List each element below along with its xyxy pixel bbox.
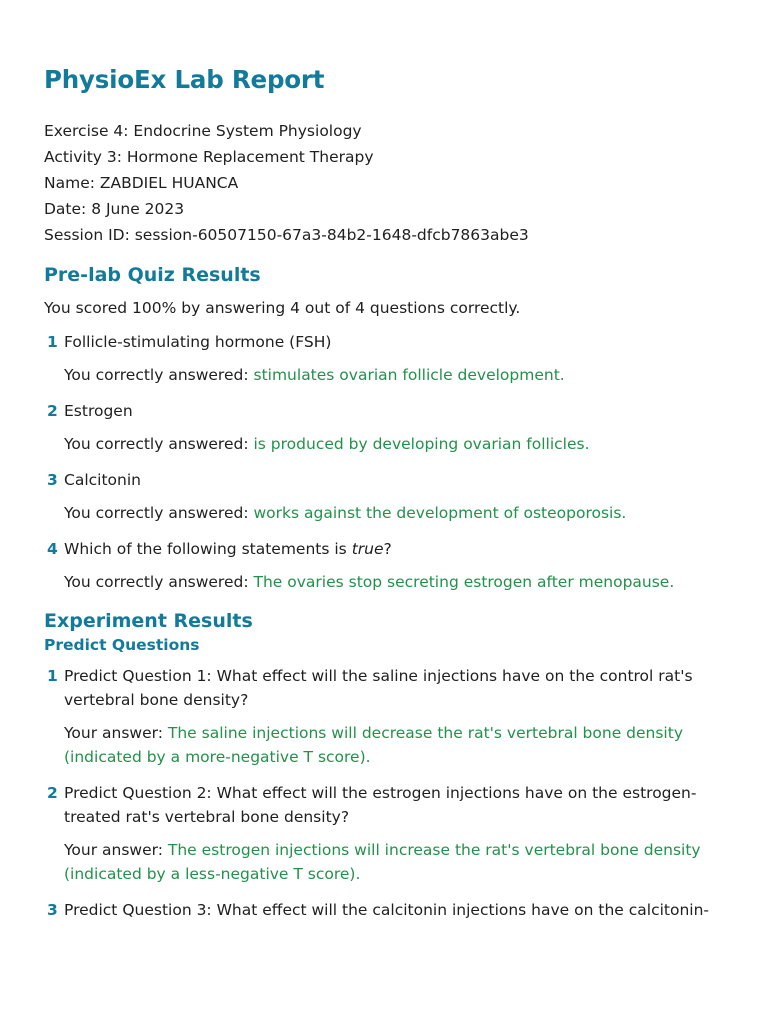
question-text: Predict Question 2: What effect will the estrogen injections have on the estrogen-treated rat's vertebral bone density? <box>64 784 697 826</box>
answer-prefix: Your answer: <box>64 724 163 742</box>
correct-answer: works against the development of osteoporosis. <box>253 504 627 522</box>
answer-line <box>64 432 724 456</box>
question-text-end: ? <box>383 540 392 558</box>
session-id: Session ID: session-60507150-67a3-84b2-1648-dfcb7863abe3 <box>44 226 529 244</box>
report-date: Date: 8 June 2023 <box>44 200 185 218</box>
activity-line: Activity 3: Hormone Replacement Therapy <box>44 148 374 166</box>
prelab-question-list <box>44 330 724 594</box>
question-number: 3 <box>47 471 58 489</box>
page-title: PhysioEx Lab Report <box>44 65 325 94</box>
question-number: 1 <box>47 667 58 685</box>
question-text: Estrogen <box>64 402 133 420</box>
question-number: 2 <box>47 402 58 420</box>
answer-prefix: You correctly answered: <box>64 366 249 384</box>
predict-question-list <box>44 664 724 922</box>
answer-line <box>64 501 724 525</box>
answer-prefix: You correctly answered: <box>64 504 249 522</box>
prelab-heading: Pre-lab Quiz Results <box>44 264 261 286</box>
answer-line <box>64 838 724 886</box>
question-number: 3 <box>47 901 58 919</box>
list-item <box>44 537 724 594</box>
list-item <box>44 898 724 922</box>
answer-line <box>64 570 724 594</box>
student-name: Name: ZABDIEL HUANCA <box>44 174 239 192</box>
answer-prefix: You correctly answered: <box>64 435 249 453</box>
list-item <box>44 664 724 769</box>
correct-answer: The ovaries stop secreting estrogen after menopause. <box>253 573 675 591</box>
question-text: Follicle-stimulating hormone (FSH) <box>64 333 332 351</box>
list-item <box>44 781 724 886</box>
prelab-summary: You scored 100% by answering 4 out of 4 questions correctly. <box>44 299 521 317</box>
report-meta <box>44 118 724 248</box>
answer-line <box>64 721 724 769</box>
correct-answer: stimulates ovarian follicle development. <box>253 366 565 384</box>
list-item <box>44 399 724 456</box>
question-number: 2 <box>47 784 58 802</box>
list-item <box>44 468 724 525</box>
question-text: Calcitonin <box>64 471 141 489</box>
question-text: Predict Question 1: What effect will the saline injections have on the control rat's vertebral bone density? <box>64 667 693 709</box>
answer-line <box>64 363 724 387</box>
correct-answer: is produced by developing ovarian follicles. <box>253 435 590 453</box>
predict-subheading: Predict Questions <box>44 636 200 654</box>
experiment-heading: Experiment Results <box>44 610 253 632</box>
question-text: Predict Question 3: What effect will the calcitonin injections have on the calcitonin- <box>64 901 709 919</box>
question-emphasis: true <box>351 540 384 558</box>
question-text <box>64 537 724 561</box>
exercise-line: Exercise 4: Endocrine System Physiology <box>44 122 362 140</box>
question-number: 1 <box>47 333 58 351</box>
answer-prefix: You correctly answered: <box>64 573 249 591</box>
user-answer: The saline injections will decrease the rat's vertebral bone density (indicated by a more-negative T score). <box>64 724 683 766</box>
question-number: 4 <box>47 540 58 558</box>
experiment-section <box>44 608 724 922</box>
user-answer: The estrogen injections will increase the rat's vertebral bone density (indicated by a less-negative T score). <box>64 841 701 883</box>
answer-prefix: Your answer: <box>64 841 163 859</box>
list-item <box>44 330 724 387</box>
question-text-start: Which of the following statements is <box>64 540 347 558</box>
